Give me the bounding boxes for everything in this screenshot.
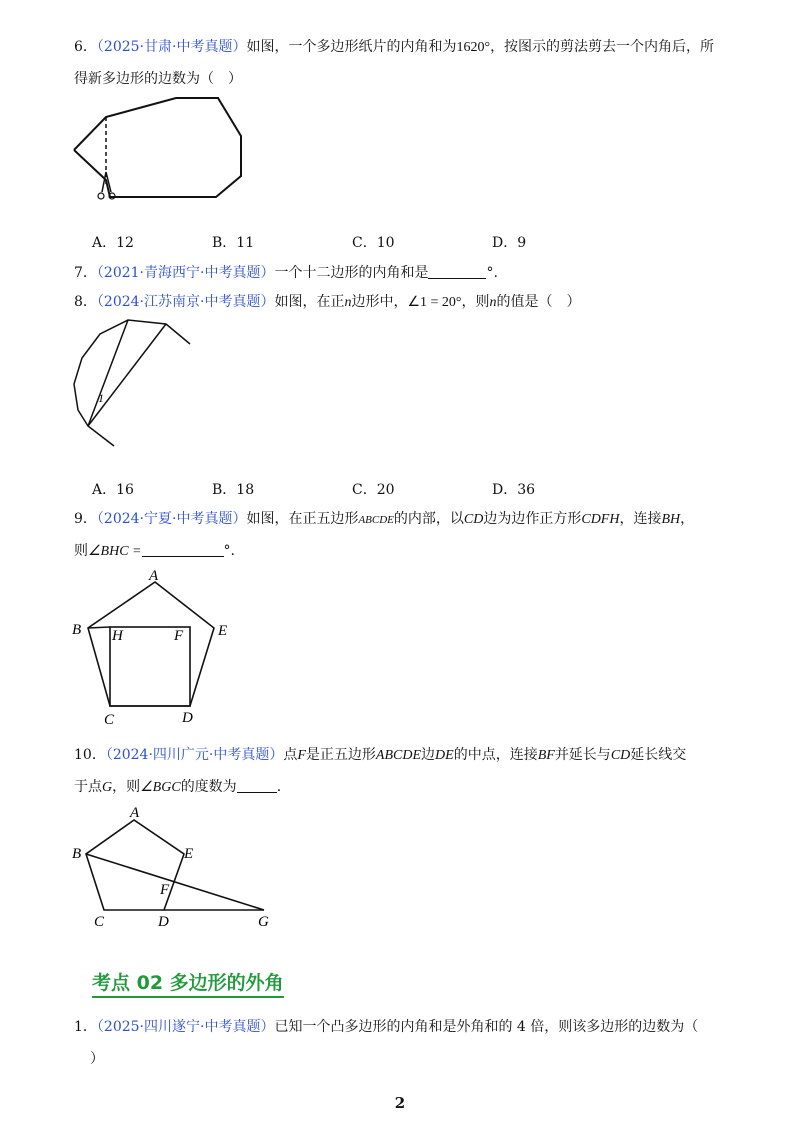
q8-diagonal-1 [88,320,128,426]
q9-label-f: F [174,628,184,644]
q8-polygon-sides [74,320,190,446]
q10-line2: 于点G，则∠BGC的度数为 . [74,779,282,795]
q10-label-d: D [158,914,169,930]
q10-source: （2024·四川广元·中考真题） [105,747,284,763]
q8-source: （2024·江苏南京·中考真题） [96,294,275,310]
page-number: 2 [394,1094,406,1112]
q8-angle-label: 1 [98,391,104,405]
section-title: 考点 02 多边形的外角 [92,968,284,998]
q8-number: 8． [74,294,97,310]
q10-label-f: F [160,882,170,898]
q9-pentagon-square-figure [66,564,246,726]
q9-pentagon [88,582,214,706]
q7-answer-blank[interactable] [428,264,486,279]
q6-option-b[interactable]: B．11 [212,235,255,251]
s2q1-line1: 1．（2025·四川遂宁·中考真题）已知一个凸多边形的内角和是外角和的 4 倍，则该多边形的边数为（ [74,1019,699,1035]
s2q1-line2: ） [90,1051,104,1067]
q8-option-d[interactable]: D．36 [492,482,536,498]
q10-label-b: B [72,846,82,862]
q9-label-c: C [104,712,115,726]
q6-number: 6． [74,39,97,55]
q9-line2: 则∠BHC = °. [74,543,235,559]
q10-number: 10． [74,747,106,763]
q7-number: 7． [74,265,97,281]
q6-polygon-outline [74,98,241,197]
q6-option-c[interactable]: C．10 [352,235,395,251]
q9-label-b: B [72,622,82,638]
q9-label-d: D [182,710,193,726]
q8-option-a[interactable]: A．16 [92,482,134,498]
q6-line2: 得新多边形的边数为（ ） [74,71,242,87]
q8-diagonal-2 [88,324,166,426]
q6-line1: 6．（2025·甘肃·中考真题）如图，一个多边形纸片的内角和为1620°，按图示的剪法剪去一个内角后，所 [74,39,715,55]
q8-line: 8．（2024·江苏南京·中考真题）如图，在正n边形中，∠1 = 20°，则n的值是（ ） [74,294,581,310]
q9-source: （2024·宁夏·中考真题） [96,511,247,527]
q10-pentagon-figure [66,800,281,932]
s2q1-number: 1． [74,1019,97,1035]
q10-label-c: C [94,914,105,930]
q7-source: （2021·青海西宁·中考真题） [96,265,275,281]
q8-regular-polygon-figure [66,314,196,454]
q10-label-e: E [184,846,194,862]
q9-label-h: H [112,628,123,644]
q10-label-a: A [130,805,140,821]
q8-angle: ∠1 = 20° [407,295,462,310]
q10-label-g: G [258,914,269,930]
q8-option-b[interactable]: B．18 [212,482,255,498]
q6-polygon-figure [66,92,256,210]
q9-label-a: A [149,568,159,584]
s2q1-source: （2025·四川遂宁·中考真题） [96,1019,275,1035]
q6-source: （2025·甘肃·中考真题） [96,39,247,55]
q7-line: 7．（2021·青海西宁·中考真题）一个十二边形的内角和是 °. [74,265,498,281]
q10-pentagon [86,820,184,910]
q10-line1: 10．（2024·四川广元·中考真题）点F是正五边形ABCDE边DE的中点，连接BF并延长与CD延长线交 [74,747,687,763]
q6-option-d[interactable]: D．9 [492,235,527,251]
q10-answer-blank[interactable] [237,778,277,793]
q9-line1: 9．（2024·宁夏·中考真题）如图，在正五边形ABCDE的内部，以CD边为边作正方形CDFH，连接BH， [74,511,695,527]
q9-answer-blank[interactable] [142,542,224,557]
q10-angle: ∠BGC [140,780,181,795]
q6-option-a[interactable]: A．12 [92,235,134,251]
q9-angle: ∠BHC = [88,544,142,559]
q9-segment-bh [88,627,110,628]
q9-label-e: E [218,623,228,639]
q8-option-c[interactable]: C．20 [352,482,395,498]
q6-angle-sum: 1620° [456,40,491,55]
q9-number: 9． [74,511,97,527]
q10-line-bg [86,854,264,910]
